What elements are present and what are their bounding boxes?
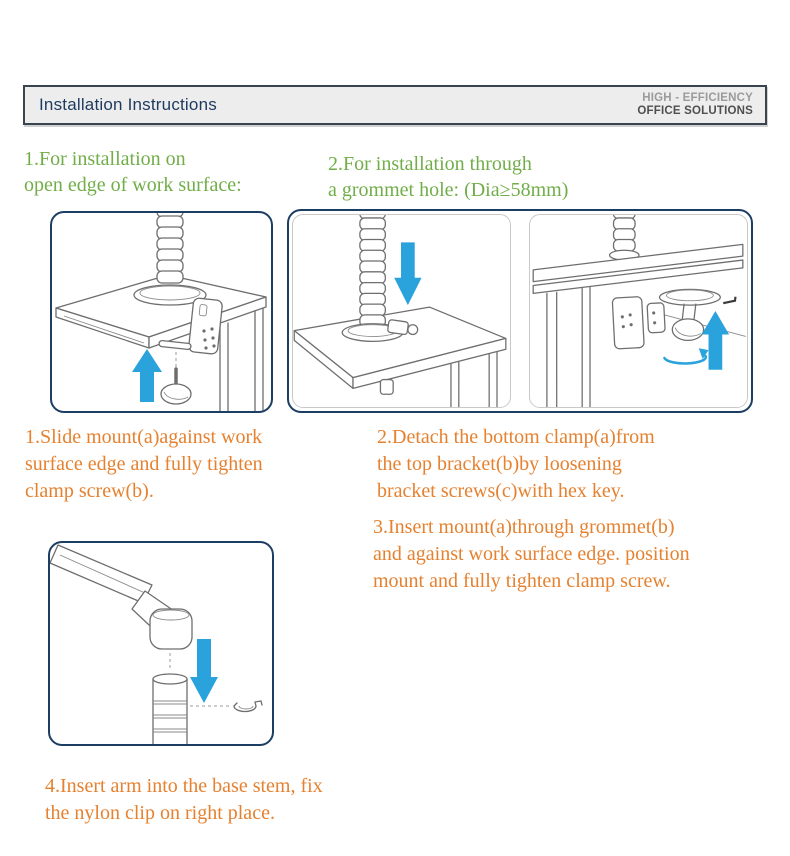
grommet-insert-drawing xyxy=(293,215,510,407)
illustration-grommet-insert xyxy=(292,214,511,408)
step-2-line-1: 2.Detach the bottom clamp(a)from xyxy=(377,426,655,448)
heading-open-edge-line2: open edge of work surface: xyxy=(24,174,242,196)
down-arrow-icon xyxy=(190,639,218,703)
step-2-line-3: bracket screws(c)with hex key. xyxy=(377,480,625,502)
arm-insert-drawing xyxy=(50,543,272,744)
step-3-text xyxy=(373,514,690,595)
step-4-line-2: the nylon clip on right place. xyxy=(45,802,275,824)
top-bracket xyxy=(612,297,644,349)
step-3-line-3: mount and fully tighten clamp screw. xyxy=(373,570,671,592)
heading-grommet-line1: 2.For installation through xyxy=(328,153,532,175)
desk-surface-side xyxy=(533,244,743,293)
cable-spine-pole xyxy=(360,215,385,327)
step-2-text xyxy=(377,424,655,505)
hex-key-icon xyxy=(723,297,735,303)
desk-legs xyxy=(547,287,590,407)
step-1-text xyxy=(25,424,263,505)
step-4-line-1: 4.Insert arm into the base stem, fix xyxy=(45,775,323,797)
heading-grommet xyxy=(328,151,568,203)
step-1-line-1: 1.Slide mount(a)against work xyxy=(25,426,263,448)
rotate-arrow-icon xyxy=(664,348,708,363)
down-arrow-icon xyxy=(394,242,421,305)
brand-tagline xyxy=(637,92,765,118)
heading-grommet-line2: a grommet hole: (Dia≥58mm) xyxy=(328,179,569,201)
base-stem xyxy=(153,674,187,744)
page-title: Installation Instructions xyxy=(39,95,217,114)
desk-surface xyxy=(294,307,506,394)
illustration-edge-clamp xyxy=(50,211,273,413)
heading-open-edge xyxy=(24,146,242,198)
step-1-line-2: surface edge and fully tighten xyxy=(25,453,263,475)
up-arrow-icon xyxy=(702,311,729,370)
heading-open-edge-line1: 1.For installation on xyxy=(24,148,186,170)
illustration-grommet-group xyxy=(287,209,753,413)
header-bar xyxy=(23,85,767,125)
up-arrow-icon xyxy=(132,349,162,402)
cable-clip xyxy=(380,380,393,395)
step-2-line-2: the top bracket(b)by loosening xyxy=(377,453,622,475)
brand-line-2: OFFICE SOLUTIONS xyxy=(637,105,753,117)
step-1-line-3: clamp screw(b). xyxy=(25,480,154,502)
illustration-arm-insert xyxy=(48,541,274,746)
nylon-clip xyxy=(234,701,262,712)
brand-line-1: HIGH - EFFICIENCY xyxy=(642,92,753,104)
grommet-tighten-drawing xyxy=(530,215,747,407)
step-3-line-1: 3.Insert mount(a)through grommet(b) xyxy=(373,516,675,538)
cable-spine-pole xyxy=(157,213,183,283)
cable-spine-pole xyxy=(610,215,639,260)
clamp-screw xyxy=(161,352,191,404)
edge-clamp-drawing xyxy=(52,213,271,411)
illustration-grommet-tighten xyxy=(529,214,748,408)
step-3-line-2: and against work surface edge. position xyxy=(373,543,690,565)
bottom-clamp xyxy=(647,303,665,333)
step-4-text xyxy=(45,773,323,827)
monitor-arm xyxy=(50,545,192,649)
